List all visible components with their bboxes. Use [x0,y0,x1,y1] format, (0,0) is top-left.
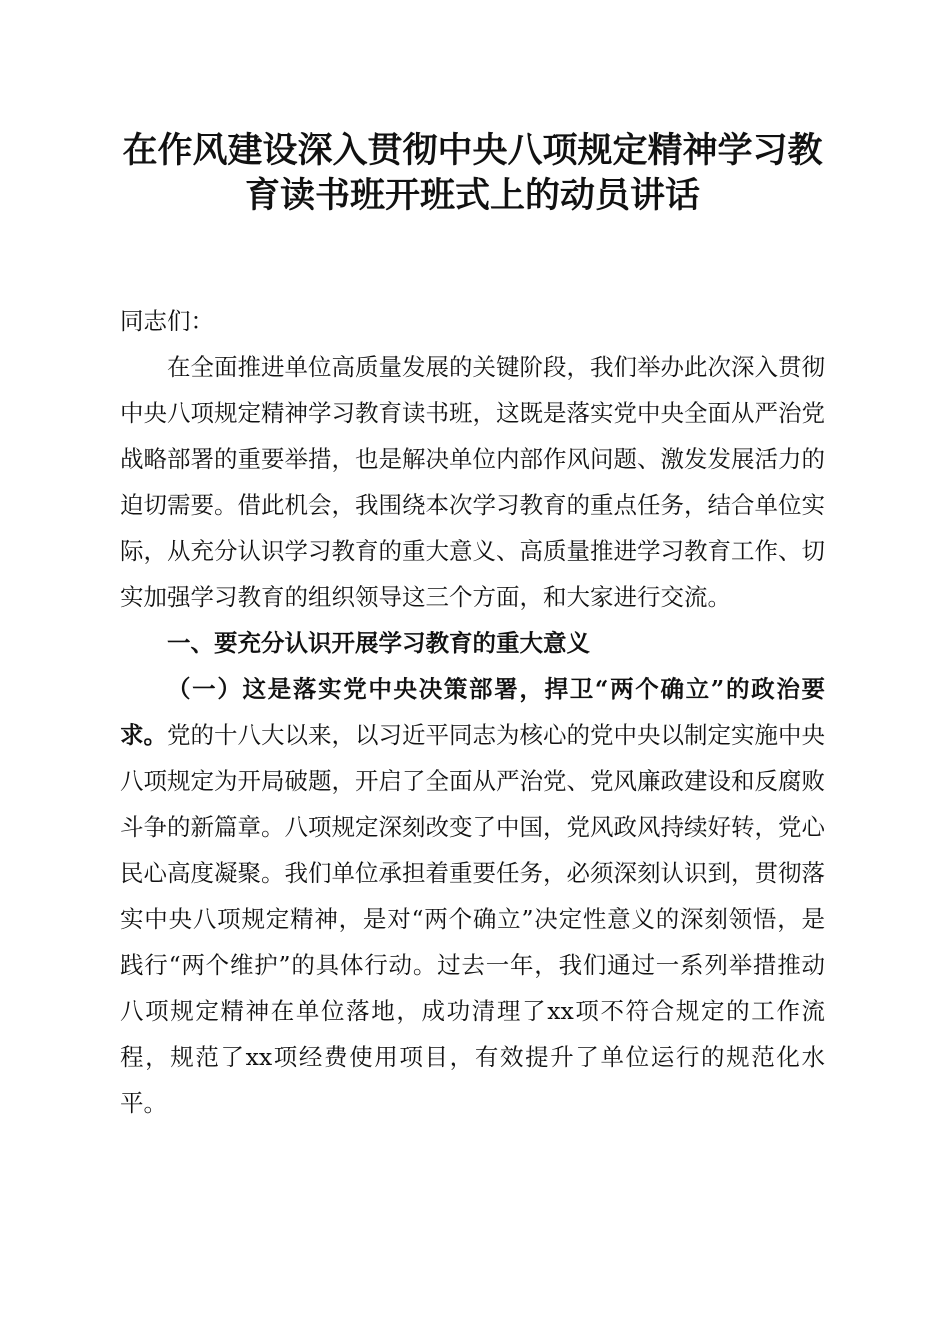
title-line-2: 育读书班开班式上的动员讲话 [244,175,700,216]
document-page [120,128,825,1126]
section-heading-1: 一、要充分认识开展学习教育的重大意义 [167,629,590,657]
document-body [120,298,825,1126]
intro-paragraph: 在全面推进单位高质量发展的关键阶段，我们举办此次深入贯彻中央八项规定精神学习教育读书班，这既是落实党中央全面从严治党战略部署的重要举措，也是解决单位内部作风问题、激发发展活力的迫切需要。借此机会，我围绕本次学习教育的重点任务，结合单位实际，从充分认识学习教育的重大意义、高质量推进学习教育工作、切实加强学习教育的组织领导这三个方面，和大家进行交流。 [120,353,825,611]
salutation: 同志们： [120,307,214,335]
subsection-paragraph-1 [120,666,825,1126]
subsection-body-1: 党的十八大以来，以习近平同志为核心的党中央以制定实施中央八项规定为开局破题，开启了全面从严治党、党风廉政建设和反腐败斗争的新篇章。八项规定深刻改变了中国，党风政风持续好转，党心民心高度凝聚。我们单位承担着重要任务，必须深刻认识到，贯彻落实中央八项规定精神，是对“两个确立”决定性意义的深刻领悟，是践行“两个维护”的具体行动。过去一年，我们通过一系列举措推动八项规定精神在单位落地，成功清理了xx项不符合规定的工作流程，规范了xx项经费使用项目，有效提升了单位运行的规范化水平。 [120,721,825,1117]
title-line-1: 在作风建设深入贯彻中央八项规定精神学习教 [122,130,823,171]
subsection-heading-1: （一）这是落实党中央决策部署，捍卫“两个确立”的政治要求。 [120,675,825,749]
document-title [120,128,825,218]
